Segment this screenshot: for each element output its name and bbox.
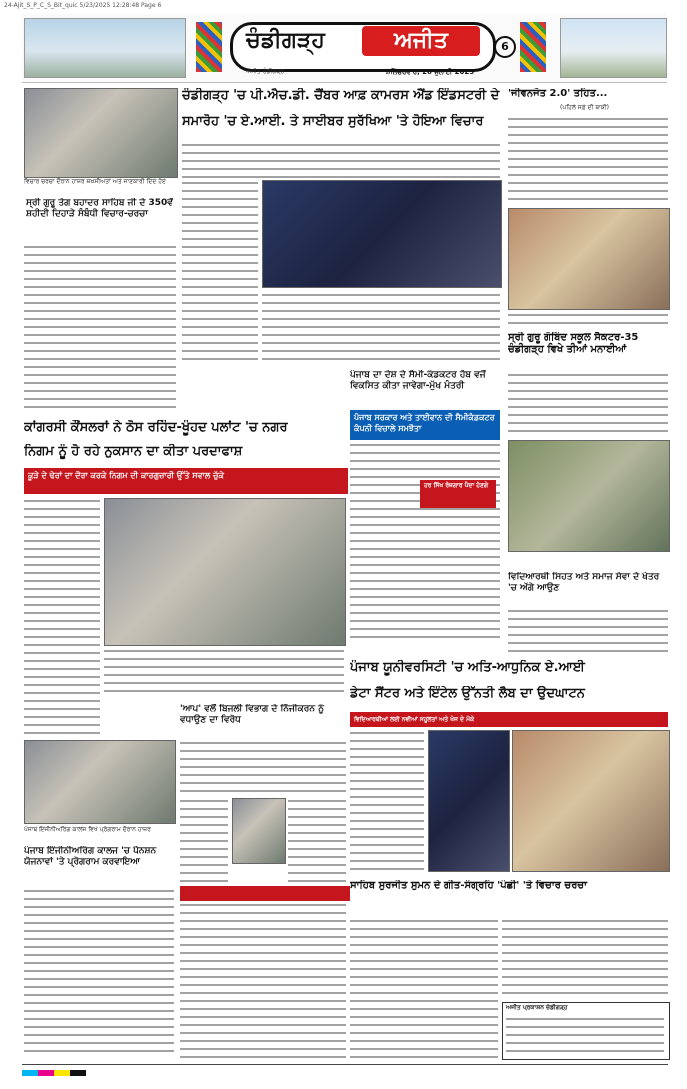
teej-headline: ਸ੍ਰੀ ਗੁਰੂ ਗੋਬਿੰਦ ਸਕੂਲ ਸੈਕਟਰ-35 ਚੰਡੀਗੜ੍ਹ ਵਿਖੇ ਤੀਆਂ ਮਨਾਈਆਂ — [508, 332, 639, 355]
masthead-pattern-left — [196, 22, 222, 72]
semiconductor-headline: ਪੰਜਾਬ ਦਾ ਦੇਸ਼ ਦੇ ਸੈਮੀ-ਕੰਡਕਟਰ ਹੱਬ ਵਜੋਂ ਵਿਕਸਿਤ ਕੀਤਾ ਜਾਵੇਗਾ-ਮੁੱਖ ਮੰਤਰੀ — [350, 370, 486, 391]
jeevanjot-headline: 'ਜੀਵਨਜੋਤ 2.0' ਤਹਿਤ... — [508, 88, 608, 99]
aap-body-bottom — [180, 902, 346, 1058]
pu-headline-line1: ਪੰਜਾਬ ਯੂਨੀਵਰਸਿਟੀ 'ਚ ਅਤਿ-ਆਧੁਨਿਕ ਏ.ਆਈ — [350, 660, 585, 675]
congress-headline-line1: ਕਾਂਗਰਸੀ ਕੌਂਸਲਰਾਂ ਨੇ ਠੋਸ ਰਹਿੰਦ-ਖੂੰਹਦ ਪਲਾਂਟ 'ਚ ਨਗਰ — [24, 420, 288, 435]
engineering-body — [24, 888, 174, 1058]
pu-datacenter-photo — [428, 730, 510, 872]
congress-body-right — [104, 648, 344, 696]
aap-leader-portrait — [232, 798, 286, 864]
aap-body-right — [288, 798, 346, 882]
pu-body — [350, 730, 424, 870]
main-story-body-top — [182, 142, 500, 178]
dateline: ਸ਼ਨਿੱਚਰਵਾਰ, 26 ਜੁਲਾਈ 2025 — [386, 68, 475, 76]
congress-headline-line2: ਨਿਗਮ ਨੂੰ ਹੋ ਰਹੇ ਨੁਕਸਾਨ ਦਾ ਕੀਤਾ ਪਰਦਾਫਾਸ਼ — [24, 444, 243, 459]
semiconductor-band: ਪੰਜਾਬ ਸਰਕਾਰ ਅਤੇ ਤਾਈਵਾਨ ਦੀ ਸੈਮੀਕੰਡਕਟਰ ਕੰਪਨੀ ਵਿਚਾਲੇ ਸਮਝੌਤਾ — [350, 410, 500, 440]
book-discussion-headline: ਸਾਹਿਬ ਸੁਰਜੀਤ ਸੁਮਨ ਦੇ ਗੀਤ-ਸੰਗ੍ਰਹਿ 'ਪੰਛੀ' 'ਤੇ ਵਿਚਾਰ ਚਰਚਾ — [350, 880, 588, 891]
meeting-photo-caption: ਵਿਚਾਰ ਚਰਚਾ ਦੌਰਾਨ ਹਾਜ਼ਰ ਸ਼ਖ਼ਸੀਅਤਾਂ ਅਤੇ ਜਾਣਕਾਰੀ ਦਿੰਦੇ ਹੋਏ — [24, 178, 166, 185]
engineering-photo-caption: ਪੰਜਾਬ ਇੰਜੀਨੀਅਰਿੰਗ ਕਾਲਜ ਵਿਖੇ ਪ੍ਰੋਗਰਾਮ ਦੌਰਾਨ ਹਾਜ਼ਰ — [24, 826, 151, 833]
masthead-pattern-right — [520, 22, 546, 72]
teej-photo-caption — [508, 312, 668, 330]
pu-headline-line2: ਡੇਟਾ ਸੈਂਟਰ ਅਤੇ ਇੰਟੇਲ ਉੱਨਤੀ ਲੈਬ ਦਾ ਉਦਘਾਟਨ — [350, 686, 585, 701]
main-story-body-right — [262, 292, 500, 366]
aap-body-top — [180, 740, 346, 794]
imprint-text — [506, 1016, 664, 1056]
pu-band: ਵਿਦਿਆਰਥੀਆਂ ਲਈ ਨਵੀਆਂ ਸਹੂਲਤਾਂ ਅਤੇ ਖੋਜ ਦੇ ਮੌਕੇ — [350, 712, 668, 727]
book-body — [350, 918, 498, 1058]
teej-body — [508, 372, 668, 436]
footer-rule — [22, 1064, 668, 1065]
engineering-college-photo — [24, 740, 176, 824]
semiconductor-highlight-box: ਹਰ ਸਿੱਖ ਰੋਜ਼ਗਾਰ ਪੈਦਾ ਹੋਣਗੇ — [420, 480, 496, 508]
masthead-title-left: ਚੰਡੀਗੜ੍ਹ — [246, 28, 325, 53]
main-headline-line2: ਸਮਾਰੋਹ 'ਚ ਏ.ਆਈ. ਤੇ ਸਾਈਬਰ ਸੁਰੱਖਿਆ 'ਤੇ ਹੋਇਆ ਵਿਚਾਰ — [182, 114, 484, 129]
masthead-monument-photo — [560, 18, 667, 78]
meeting-photo — [24, 88, 178, 178]
book-body-right — [502, 918, 668, 998]
guru-story-headline: ਸ੍ਰੀ ਗੁਰੂ ਤੇਗ ਬਹਾਦਰ ਸਾਹਿਬ ਜੀ ਦੇ 350ਵੇਂ ਸ਼ਹੀਦੀ ਦਿਹਾੜੇ ਸੰਬੰਧੀ ਵਿਚਾਰ-ਚਰਚਾ — [26, 198, 173, 219]
garbage-plant-photo — [104, 498, 346, 646]
students-headline: ਵਿਦਿਆਰਥੀ ਸਿਹਤ ਅਤੇ ਸਮਾਜ ਸੇਵਾ ਦੇ ਖੇਤਰ 'ਚ ਅੱਗੇ ਆਉਣ — [508, 572, 660, 593]
conference-stage-photo — [262, 180, 502, 288]
aap-body-left — [180, 798, 228, 882]
congress-body-left — [24, 498, 100, 736]
main-headline-line1: ਚੰਡੀਗੜ੍ਹ 'ਚ ਪੀ.ਐਚ.ਡੀ. ਚੈਂਬਰ ਆਫ਼ ਕਾਮਰਸ ਐਂਡ ਇੰਡਸਟਰੀ ਦੇ — [182, 88, 500, 103]
jeevanjot-body — [508, 116, 668, 206]
print-slug: 24-Ajit_S_P_C_S_Bit_quic 5/23/2025 12:28:48 Page 6 — [4, 2, 162, 9]
pu-inauguration-photo — [512, 730, 670, 872]
page-number: 6 — [494, 36, 516, 58]
jeevanjot-kicker: (ਪਹਿਲੇ ਸਫ਼ੇ ਦੀ ਬਾਕੀ) — [560, 104, 610, 111]
students-body — [508, 608, 668, 654]
aap-band — [180, 886, 350, 901]
engineering-headline: ਪੰਜਾਬ ਇੰਜੀਨੀਅਰਿੰਗ ਕਾਲਜ 'ਚ ਪੈਨਸ਼ਨ ਯੋਜਨਾਵਾਂ 'ਤੇ ਪ੍ਰੋਗਰਾਮ ਕਰਵਾਇਆ — [24, 846, 157, 867]
masthead-subtitle: ਅਜੀਤ ਚੰਡੀਗੜ੍ਹ — [246, 68, 285, 75]
congress-band: ਕੂੜੇ ਦੇ ਢੇਰਾਂ ਦਾ ਦੌਰਾ ਕਰਕੇ ਨਿਗਮ ਦੀ ਕਾਰਗੁਜ਼ਾਰੀ ਉੱਤੇ ਸਵਾਲ ਚੁੱਕੇ — [24, 468, 348, 494]
main-story-body-left — [182, 180, 258, 366]
guru-story-body — [24, 244, 176, 414]
students-photo — [508, 440, 670, 552]
color-registration-bar — [22, 1070, 222, 1076]
teej-celebration-photo — [508, 208, 670, 310]
semiconductor-body — [350, 442, 500, 642]
masthead-title-right: ਅਜੀਤ — [362, 26, 480, 56]
masthead-lake-photo — [24, 18, 186, 78]
aap-headline: 'ਆਪ' ਵਲੋਂ ਬਿਜਲੀ ਵਿਭਾਗ ਦੇ ਨਿੱਜੀਕਰਨ ਨੂੰ ਵਧਾਉਣ ਦਾ ਵਿਰੋਧ — [180, 704, 324, 725]
imprint-title: ਅਜੀਤ ਪ੍ਰਕਾਸ਼ਨ ਚੰਡੀਗੜ੍ਹ — [506, 1004, 568, 1011]
